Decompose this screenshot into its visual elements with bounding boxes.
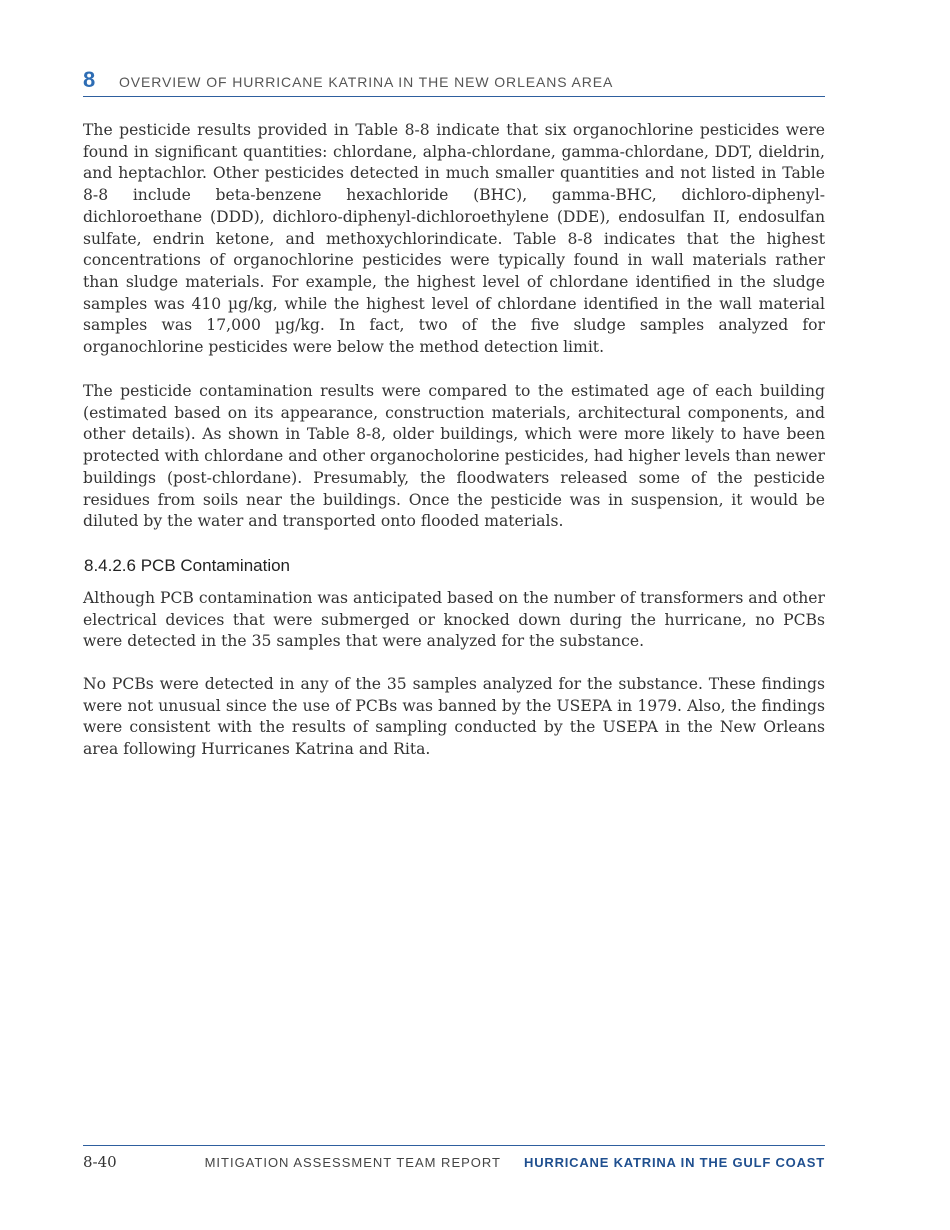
page-header xyxy=(83,66,825,97)
page-footer xyxy=(83,1145,825,1174)
paragraph-pcb-anticipated: Although PCB contamination was anticipated based on the number of transformers and other electrical devices that were submerged or knocked down during the hurricane, no PCBs were detected in the 35 samples that were analyzed for the substance. xyxy=(83,589,825,651)
chapter-title: OVERVIEW OF HURRICANE KATRINA IN THE NEW ORLEANS AREA xyxy=(119,74,614,90)
paragraph-building-age: The pesticide contamination results were compared to the estimated age of each building (estimated based on its appearance, construction materials, architectural components, and other details). As shown in Table 8-8, older buildings, which were more likely to have been protected with chlordane and other organocholorine pesticides, had higher levels than newer buildings (post-chlordane). Presumably, the floodwaters released some of the pesticide residues from soils near the buildings. Once the pesticide was in suspension, it would be diluted by the water and transported onto flooded materials. xyxy=(83,382,825,531)
page-number: 8-40 xyxy=(83,1153,117,1171)
section-heading-pcb: 8.4.2.6 PCB Contamination xyxy=(84,556,291,575)
paragraph-pcb-findings: No PCBs were detected in any of the 35 samples analyzed for the substance. These findings were not unusual since the use of PCBs was banned by the USEPA in 1979. Also, the findings were consistent with the results of sampling conducted by the USEPA in the New Orleans area following Hurricanes Katrina and Rita. xyxy=(83,675,825,759)
report-name: MITIGATION ASSESSMENT TEAM REPORT xyxy=(204,1155,501,1170)
report-subtitle: HURRICANE KATRINA IN THE GULF COAST xyxy=(524,1155,825,1170)
chapter-number: 8 xyxy=(83,67,96,92)
paragraph-pesticide-results: The pesticide results provided in Table 8-8 indicate that six organochlorine pesticides were found in significant quantities: chlordane, alpha-chlordane, gamma-chlordane, DDT, dieldrin, and heptachlor. Other pesticides detected in much smaller quantities and not listed in Table 8-8 include beta-benzene hexachloride (BHC), gamma-BHC, dichloro-diphenyl-dichloroethane (DDD), dichloro-diphenyl-dichloroethylene (DDE), endosulfan II, endosulfan sulfate, endrin ketone, and methoxychlorindicate. Table 8-8 indicates that the highest concentrations of organochlorine pesticides were typically found in wall materials rather than sludge materials. For example, the highest level of chlordane identified in the sludge samples was 410 µg/kg, while the highest level of chlordane identified in the wall material samples was 17,000 µg/kg. In fact, two of the five sludge samples analyzed for organochlorine pesticides were below the method detection limit. xyxy=(83,121,825,357)
